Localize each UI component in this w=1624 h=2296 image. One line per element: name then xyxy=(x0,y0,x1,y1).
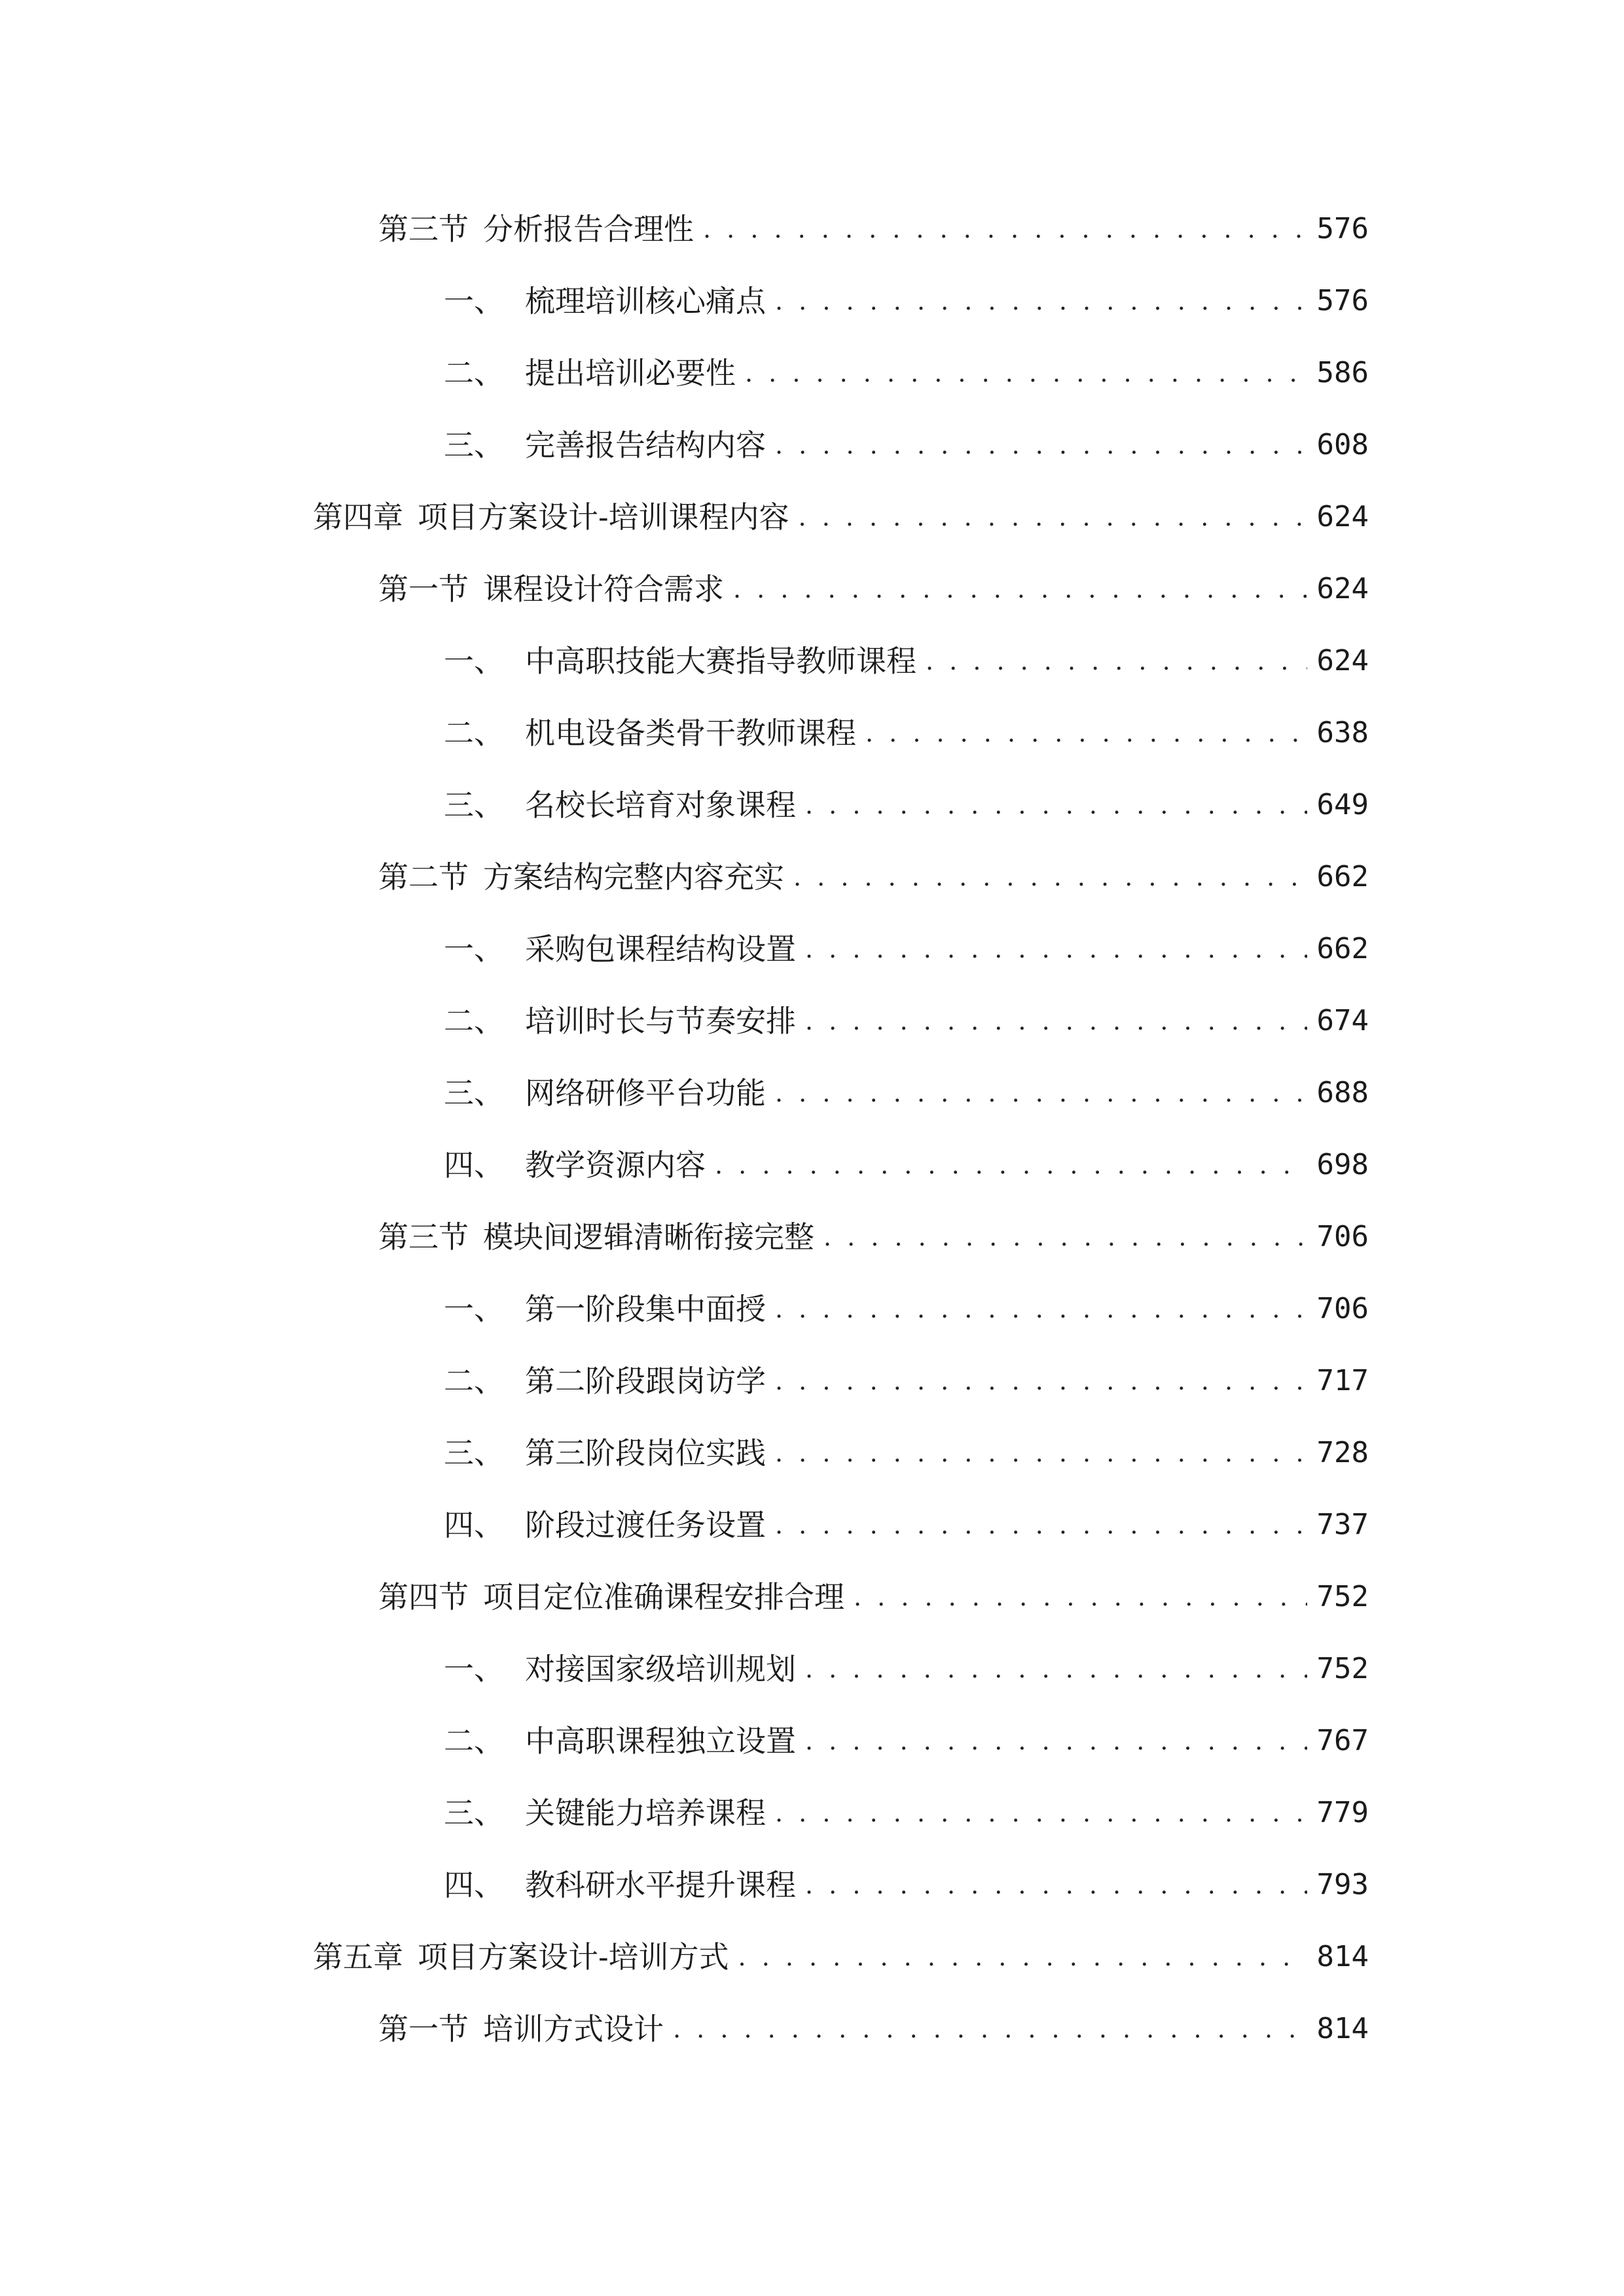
dot-leader xyxy=(775,275,1307,327)
dot-leader xyxy=(775,1427,1307,1479)
dot-leader xyxy=(823,1211,1307,1263)
toc-entry-number: 三、 xyxy=(444,427,504,463)
toc-page-number: 688 xyxy=(1316,1076,1369,1109)
toc-page-number: 779 xyxy=(1316,1796,1369,1829)
toc-entry-number: 第二节 xyxy=(378,859,469,895)
toc-subsection-entry[interactable] xyxy=(444,1427,1369,1479)
toc-entry-title: 关键能力培养课程 xyxy=(525,1795,766,1831)
dot-leader xyxy=(745,347,1307,399)
toc-entry-number: 三、 xyxy=(444,787,504,823)
toc-entry-number: 第四节 xyxy=(378,1579,469,1615)
toc-entry-number: 四、 xyxy=(444,1147,504,1183)
toc-page-number: 706 xyxy=(1316,1292,1369,1325)
toc-subsection-entry[interactable] xyxy=(444,1499,1369,1551)
toc-entry-number: 第五章 xyxy=(313,1939,403,1975)
toc-entry-title: 梳理培训核心痛点 xyxy=(525,283,766,319)
dot-leader xyxy=(775,1355,1307,1407)
toc-section-entry[interactable] xyxy=(378,203,1369,255)
toc-entry-number: 二、 xyxy=(444,1003,504,1039)
dot-leader xyxy=(793,851,1307,903)
toc-page-number: 752 xyxy=(1316,1652,1369,1685)
toc-entry-number: 四、 xyxy=(444,1867,504,1903)
dot-leader xyxy=(703,203,1307,255)
toc-page-number: 814 xyxy=(1316,1940,1369,1973)
toc-entry-number: 三、 xyxy=(444,1435,504,1471)
toc-entry-title: 提出培训必要性 xyxy=(525,355,736,391)
toc-page-number: 608 xyxy=(1316,428,1369,461)
toc-entry-number: 四、 xyxy=(444,1507,504,1543)
toc-entry-title: 第二阶段跟岗访学 xyxy=(525,1363,766,1399)
toc-subsection-entry[interactable] xyxy=(444,275,1369,327)
dot-leader xyxy=(775,1499,1307,1551)
dot-leader xyxy=(805,1643,1307,1695)
toc-subsection-entry[interactable] xyxy=(444,1355,1369,1407)
toc-entry-title: 完善报告结构内容 xyxy=(525,427,766,463)
dot-leader xyxy=(805,1715,1307,1767)
toc-entry-number: 一、 xyxy=(444,643,504,679)
toc-entry-title: 中高职技能大赛指导教师课程 xyxy=(525,643,916,679)
toc-entry-number: 一、 xyxy=(444,1291,504,1327)
dot-leader xyxy=(805,995,1307,1047)
toc-entry-title: 对接国家级培训规划 xyxy=(525,1651,796,1687)
dot-leader xyxy=(805,923,1307,975)
toc-subsection-entry[interactable] xyxy=(444,419,1369,471)
toc-entry-title: 模块间逻辑清晰衔接完整 xyxy=(483,1219,814,1255)
toc-page-number: 576 xyxy=(1316,284,1369,317)
toc-page-number: 624 xyxy=(1316,572,1369,605)
toc-page-number: 767 xyxy=(1316,1724,1369,1757)
toc-entry-title: 分析报告合理性 xyxy=(483,211,694,247)
toc-entry-title: 中高职课程独立设置 xyxy=(525,1723,796,1759)
toc-subsection-entry[interactable] xyxy=(444,995,1369,1047)
dot-leader xyxy=(738,1931,1307,1983)
toc-page-number: 717 xyxy=(1316,1364,1369,1397)
toc-page-number: 706 xyxy=(1316,1220,1369,1253)
toc-subsection-entry[interactable] xyxy=(444,347,1369,399)
toc-entry-title: 第一阶段集中面授 xyxy=(525,1291,766,1327)
toc-entry-title: 课程设计符合需求 xyxy=(483,571,724,607)
toc-page-number: 793 xyxy=(1316,1868,1369,1901)
toc-page-number: 638 xyxy=(1316,716,1369,749)
toc-entry-title: 培训方式设计 xyxy=(483,2011,664,2047)
toc-section-entry[interactable] xyxy=(378,2003,1369,2055)
dot-leader xyxy=(673,2003,1307,2055)
toc-entry-number: 第一节 xyxy=(378,2011,469,2047)
toc-entry-title: 教科研水平提升课程 xyxy=(525,1867,796,1903)
toc-entry-number: 二、 xyxy=(444,1363,504,1399)
toc-page-number: 649 xyxy=(1316,788,1369,821)
toc-section-entry[interactable] xyxy=(378,1571,1369,1623)
toc-section-entry[interactable] xyxy=(378,851,1369,903)
toc-entry-number: 二、 xyxy=(444,355,504,391)
dot-leader xyxy=(775,1283,1307,1335)
toc-subsection-entry[interactable] xyxy=(444,1715,1369,1767)
toc-entry-number: 第四章 xyxy=(313,499,403,535)
toc-entry-title: 名校长培育对象课程 xyxy=(525,787,796,823)
toc-entry-title: 方案结构完整内容充实 xyxy=(483,859,784,895)
toc-entry-number: 一、 xyxy=(444,1651,504,1687)
toc-entry-title: 项目方案设计-培训方式 xyxy=(418,1939,729,1975)
dot-leader xyxy=(775,1787,1307,1839)
toc-entry-title: 培训时长与节奏安排 xyxy=(525,1003,796,1039)
toc-page-number: 586 xyxy=(1316,356,1369,389)
toc-page-number: 674 xyxy=(1316,1004,1369,1037)
toc-entry-title: 第三阶段岗位实践 xyxy=(525,1435,766,1471)
toc-entry-title: 机电设备类骨干教师课程 xyxy=(525,715,856,751)
toc-page-number: 624 xyxy=(1316,500,1369,533)
toc-subsection-entry[interactable] xyxy=(444,1067,1369,1119)
dot-leader xyxy=(775,1067,1307,1119)
toc-entry-number: 第一节 xyxy=(378,571,469,607)
dot-leader xyxy=(805,779,1307,831)
dot-leader xyxy=(926,635,1307,687)
dot-leader xyxy=(854,1571,1307,1623)
toc-entry-number: 二、 xyxy=(444,715,504,751)
toc-page-number: 576 xyxy=(1316,212,1369,245)
toc-page-number: 662 xyxy=(1316,932,1369,965)
toc-entry-number: 第三节 xyxy=(378,211,469,247)
toc-page-number: 624 xyxy=(1316,644,1369,677)
toc-entry-title: 项目定位准确课程安排合理 xyxy=(483,1579,844,1615)
toc-subsection-entry[interactable] xyxy=(444,1643,1369,1695)
toc-subsection-entry[interactable] xyxy=(444,635,1369,687)
toc-entry-title: 项目方案设计-培训课程内容 xyxy=(418,499,789,535)
toc-entry-title: 网络研修平台功能 xyxy=(525,1075,766,1111)
toc-subsection-entry[interactable] xyxy=(444,1139,1369,1191)
toc-chapter-entry[interactable] xyxy=(313,1931,1369,1983)
toc-page-number: 814 xyxy=(1316,2012,1369,2045)
toc-page-number: 752 xyxy=(1316,1580,1369,1613)
toc-entry-title: 采购包课程结构设置 xyxy=(525,931,796,967)
toc-subsection-entry[interactable] xyxy=(444,779,1369,831)
dot-leader xyxy=(715,1139,1307,1191)
toc-subsection-entry[interactable] xyxy=(444,1283,1369,1335)
toc-section-entry[interactable] xyxy=(378,563,1369,615)
dot-leader xyxy=(775,419,1307,471)
toc-page-number: 737 xyxy=(1316,1508,1369,1541)
dot-leader xyxy=(799,491,1307,543)
toc-entry-number: 二、 xyxy=(444,1723,504,1759)
toc-entry-number: 一、 xyxy=(444,931,504,967)
toc-entry-number: 一、 xyxy=(444,283,504,319)
toc-subsection-entry[interactable] xyxy=(444,1859,1369,1911)
toc-entry-number: 三、 xyxy=(444,1795,504,1831)
toc-subsection-entry[interactable] xyxy=(444,707,1369,759)
dot-leader xyxy=(733,563,1307,615)
toc-chapter-entry[interactable] xyxy=(313,491,1369,543)
dot-leader xyxy=(805,1859,1307,1911)
dot-leader xyxy=(865,707,1307,759)
toc-entry-title: 阶段过渡任务设置 xyxy=(525,1507,766,1543)
toc-section-entry[interactable] xyxy=(378,1211,1369,1263)
toc-subsection-entry[interactable] xyxy=(444,1787,1369,1839)
toc-entry-title: 教学资源内容 xyxy=(525,1147,706,1183)
toc-page-number: 662 xyxy=(1316,860,1369,893)
toc-page-number: 728 xyxy=(1316,1436,1369,1469)
toc-subsection-entry[interactable] xyxy=(444,923,1369,975)
toc-page-number: 698 xyxy=(1316,1148,1369,1181)
toc-entry-number: 第三节 xyxy=(378,1219,469,1255)
toc-entry-number: 三、 xyxy=(444,1075,504,1111)
